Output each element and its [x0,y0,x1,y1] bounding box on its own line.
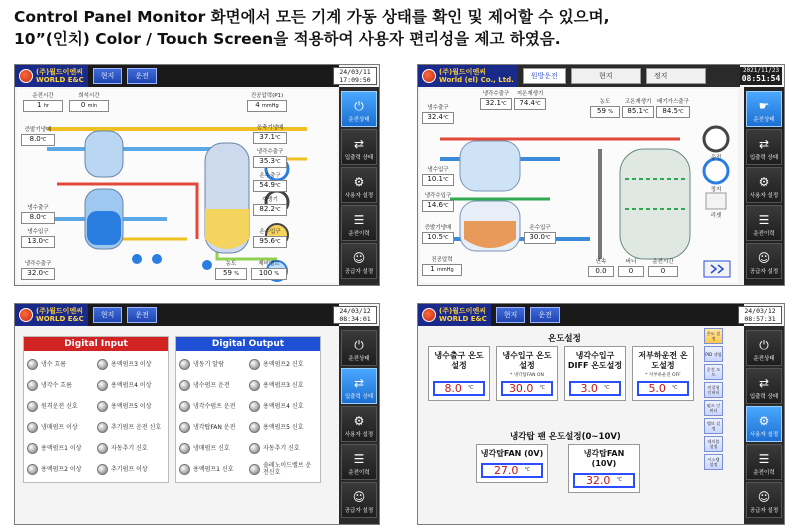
cool-in-readout: 냉각수입구 14.6℃ [422,193,454,212]
regen-readout: 재생기 82.2℃ [253,197,287,216]
digital-input-list [24,351,168,482]
sidebar-user-settings[interactable]: ⚙ 사용자 설정 [341,406,377,442]
panel-process-overview-a [14,64,380,286]
sidebar-run-history[interactable]: ☰ 운전이력 [341,205,377,241]
side-reset-label: 리셋 [710,213,722,219]
digital-input-label: 냉수 흐름 [41,360,67,368]
digital-input-item [27,396,95,416]
sidebar [744,326,784,524]
fan-settings-title: 냉각탑 팬 온도설정(0~10V) [510,432,621,442]
settings-menu-button[interactable]: 시스템 설정 [704,454,723,470]
cw-in-readout: 냉수입구 10.1℃ [422,167,454,186]
fan-input-0[interactable]: 27.0 ℃ [481,463,543,478]
status-lamp-icon [249,401,260,412]
brand-logo-icon [19,69,33,83]
digital-input-title: Digital Input [24,337,168,351]
swap-icon: ⇄ [758,137,770,151]
setting-input-0[interactable]: 8.0 ℃ [433,381,485,396]
panel-temperature-settings [417,303,785,525]
clock: 24/03/12 08:34:01 [333,306,377,324]
intro-line-1: Control Panel Monitor 화면에서 모든 기계 가동 상태를 확인 및 제어할 수 있으며, [14,8,610,26]
status-lamp-icon [27,359,38,370]
digital-output-item [249,354,317,374]
settings-menu-button[interactable]: 테이블 설정 [704,436,723,452]
status-lamp-icon [249,380,260,391]
digital-input-item [97,417,165,437]
digital-output-label: 자동추기 신호 [263,444,300,452]
sidebar-admin-settings[interactable]: ☺ 공급자 설정 [341,243,377,279]
sidebar-io-status[interactable]: ⇄ 입출력 상태 [341,368,377,404]
vacuum-readout: 진공압력 1 mmHg [422,257,462,276]
swap-icon: ⇄ [353,137,365,151]
status-lamp-icon [27,443,38,454]
panel-header [15,304,339,326]
list-icon: ☰ [758,452,770,466]
user-icon: ☺ [352,251,366,265]
valve-readout: 제어밸브 100 % [251,261,287,280]
digital-output-label: 냉각수펌프 운전 [193,402,236,410]
hot-in-readout: 온수입구 95.6℃ [253,229,287,248]
tab-current[interactable]: 현지 [93,68,123,84]
setting-card-1[interactable]: 냉수입구 온도설정 * 냉각탑FAN ON 30.0 ℃ [496,346,558,401]
process-piping [17,89,339,285]
digital-input-item [97,375,165,395]
sidebar-run-status[interactable]: ☛ 운전상태 [746,91,782,127]
digital-output-item [249,459,317,479]
status-lamp-icon [249,359,260,370]
digital-input-label: 용액펌프3 이상 [111,360,152,368]
status-lamp-icon [27,401,38,412]
tab-run[interactable]: 운전 [127,307,157,323]
sidebar-run-history[interactable]: ☰ 운전이력 [746,444,782,480]
status-lamp-icon [249,464,260,475]
status-lamp-icon [179,464,190,475]
status-lamp-icon [179,380,190,391]
digital-output-item [179,417,247,437]
brand-name: (주)월드이엔씨 [36,68,83,76]
status-lamp-icon [97,422,108,433]
settings-menu-button[interactable]: 밸브 설정 [704,418,723,434]
process-piping [420,89,740,285]
sidebar-admin-settings[interactable]: ☺ 공급자 설정 [746,482,782,518]
sidebar-user-settings[interactable]: ⚙ 사용자 설정 [341,167,377,203]
digital-input-label: 추기펌프 운전 신호 [111,423,162,431]
user-icon: ☺ [352,490,366,504]
status-lamp-icon [97,443,108,454]
sidebar-run-status[interactable]: ⏻ 운전상태 [341,330,377,366]
digital-output-label: 용액펌프4 신호 [263,402,304,410]
digital-input-label: 용액펌프4 이상 [111,381,152,389]
brand-logo-icon [19,308,33,322]
digital-input-item [27,438,95,458]
swap-icon: ⇄ [353,376,365,390]
setting-card-2[interactable]: 냉각수입구 DIFF 온도설정 3.0 ℃ [564,346,626,401]
digital-input-item [27,375,95,395]
settings-menu-button[interactable]: 펌프 인버터 [704,400,723,416]
digital-output-item [249,375,317,395]
brand-logo-icon [422,308,436,322]
digital-output-label: 냉각탑FAN 운전 [193,423,236,431]
digital-input-label: 자동추기 신호 [111,444,148,452]
status-lamp-icon [27,422,38,433]
digital-output-item [179,354,247,374]
sidebar [339,87,379,285]
digital-input-label: 용액펌프1 이상 [41,444,82,452]
digital-output-item [249,438,317,458]
setting-card-0[interactable]: 냉수출구 온도설정 8.0 ℃ [428,346,490,401]
status-lamp-icon [27,464,38,475]
digital-input-label: 용액펌프2 이상 [41,465,82,473]
user-icon: ☺ [757,490,771,504]
dilution-time-readout: 희석시간 0 min [69,93,109,112]
sidebar-user-settings[interactable]: ⚙ 사용자 설정 [746,406,782,442]
digital-output-label: 냉수펌프 운전 [193,381,230,389]
settings-menu-button[interactable]: PID 셋업 [704,346,723,362]
digital-output-item [249,417,317,437]
setting-input-1[interactable]: 30.0 ℃ [501,381,553,396]
digital-output-item [179,438,247,458]
evap-ref-readout: 증발기냉매 10.5℃ [422,225,454,244]
cw-out-readout: 냉수출구 8.0℃ [21,205,55,224]
status-lamp-icon [249,443,260,454]
sidebar-run-history[interactable]: ☰ 운전이력 [341,444,377,480]
digital-output-list [176,351,320,482]
panel-header [15,65,339,87]
sidebar-user-settings[interactable]: ⚙ 사용자 설정 [746,167,782,203]
digital-output-label: 솔레노이드밸브 운전신호 [263,462,312,476]
digital-output-label: 냉매펌프 신호 [193,444,230,452]
status-lamp-icon [179,422,190,433]
clock: 24/03/12 08:57:31 [738,306,782,324]
cw-in-readout: 냉수입구 13.0℃ [21,229,55,248]
status-lamp-icon [249,422,260,433]
tab-current[interactable]: 현지 [93,307,123,323]
fan-card-1[interactable]: 냉각탑FAN (10V) 32.0 ℃ [568,444,640,493]
brand-logo: (주)월드이엔씨 World (el) Co., Ltd. [418,65,518,87]
sidebar-io-status[interactable]: ⇄ 입출력 상태 [341,129,377,165]
panel-header [418,65,740,87]
status-lamp-icon [179,359,190,370]
sidebar [339,326,379,524]
sidebar-admin-settings[interactable]: ☺ 공급자 설정 [341,482,377,518]
digital-input-label: 냉각수 흐름 [41,381,72,389]
status-b2: 버너 0 [618,259,644,277]
tab-run[interactable]: 운전 [530,307,560,323]
digital-output-item [179,459,247,479]
digital-output-label: 냉동기 알람 [193,360,224,368]
panel-header [418,304,744,326]
status-b3: 운전시간 0 [648,259,678,277]
process-diagram [17,89,337,283]
status-lamp-icon [97,359,108,370]
digital-output-item [179,396,247,416]
power-icon: ⏻ [354,99,364,113]
setting-input-3[interactable]: 5.0 ℃ [637,381,689,396]
clock: 2021/11/23 08:51:54 [741,67,781,83]
cw-out-readout: 냉수출구 32.4℃ [422,105,454,124]
digital-input-item [97,354,165,374]
gear-icon: ⚙ [353,414,365,428]
cooling-tower-in-readout: 냉각수출구 32.1℃ [480,91,512,110]
hot-in-readout: 온수입구 30.0℃ [524,225,556,244]
brand-logo: (주)월드이엔씨 WORLD E&C [15,304,88,326]
fan-input-1[interactable]: 32.0 ℃ [573,473,635,488]
vacuum-readout: 진공압력(P1) 4 mmHg [247,93,287,112]
tab-remote[interactable]: 원방운전 [523,68,566,84]
user-icon: ☺ [757,251,771,265]
intro-text [14,6,794,50]
process-diagram [420,89,738,283]
digital-input-item [27,354,95,374]
fan-card-0[interactable]: 냉각탑FAN (0V) 27.0 ℃ [476,444,548,483]
settings-menu-button[interactable]: 연결형 인버터 [704,382,723,398]
sidebar-run-status[interactable]: ⏻ 운전상태 [341,91,377,127]
evap-temp-readout: 증발기냉매 8.0℃ [21,127,55,146]
digital-input-item [97,396,165,416]
clock: 24/03/11 17:09:50 [333,67,377,85]
digital-output-label: 용액펌프5 신호 [263,423,304,431]
power-icon: ⏻ [759,338,769,352]
digital-output-label: 용액펌프2 신호 [263,360,304,368]
exhaust-readout: 배기가스출구 84.5℃ [656,99,690,118]
tab-current[interactable]: 현지 [571,68,641,84]
sidebar-io-status[interactable]: ⇄ 입출력 상태 [746,129,782,165]
intro-line-2: 10”(인치) Color / Touch Screen을 적용하여 사용자 편리성을 제고 하였음. [14,30,561,48]
digital-input-label: 냉매펌프 이상 [41,423,78,431]
settings-side-menu [704,328,724,472]
side-run-label: 운전 [710,155,722,161]
status-lamp-icon [97,401,108,412]
status-lamp-icon [179,401,190,412]
hi-temp-gen-readout: 고온재생기 85.1℃ [622,99,654,118]
tab-run[interactable]: 운전 [127,68,157,84]
tab-current[interactable]: 현지 [496,307,526,323]
sidebar-admin-settings[interactable]: ☺ 공급자 설정 [746,243,782,279]
cool-out-readout: 냉각수출구 32.0℃ [21,261,55,280]
status-b1: 연속 0.0 [588,259,614,277]
temp-settings-title: 온도설정 [548,334,581,344]
digital-input-item [97,438,165,458]
digital-output-group [175,336,321,483]
swap-icon: ⇄ [758,376,770,390]
low-temp-gen-readout: 저온재생기 74.4℃ [514,91,546,110]
status-lamp-icon [27,380,38,391]
flow-readout: 농도 59 % [215,261,247,280]
brand-sub: WORLD E&C [36,76,84,84]
digital-output-item [249,396,317,416]
list-icon: ☰ [758,213,770,227]
digital-input-item [27,417,95,437]
panel-digital-io [14,303,380,525]
status-lamp-icon [97,380,108,391]
gear-icon: ⚙ [758,175,770,189]
sidebar-run-status[interactable]: ⏻ 운전상태 [746,330,782,366]
conc-readout: 농도 59 % [590,99,620,118]
sidebar-io-status[interactable]: ⇄ 입출력 상태 [746,368,782,404]
brand-logo: (주)월드이엔씨 WORLD E&C [418,304,491,326]
setting-card-3[interactable]: 저부하운전 온도설정 * 저부하운전 OFF 5.0 ℃ [632,346,694,401]
digital-input-label: 추기펌프 이상 [111,465,148,473]
brand-logo [15,65,88,87]
digital-input-item [27,459,95,479]
list-icon: ☰ [353,452,365,466]
power-icon: ⏻ [354,338,364,352]
digital-input-group [23,336,169,483]
sidebar-run-history[interactable]: ☰ 운전이력 [746,205,782,241]
hand-pointer-icon: ☛ [758,99,770,113]
digital-input-label: 원격운전 신호 [41,402,78,410]
gen-temp-readout: 응축기냉매 37.1℃ [253,125,287,144]
tab-stop[interactable]: 정지 [646,68,706,84]
panel-process-overview-b [417,64,785,286]
digital-input-label: 용액펌프5 이상 [111,402,152,410]
setting-input-2[interactable]: 3.0 ℃ [569,381,621,396]
settings-menu-button[interactable]: 운전 모드 [704,364,723,380]
digital-input-item [97,459,165,479]
status-lamp-icon [97,464,108,475]
hot-out-readout: 온수출구 54.9℃ [253,173,287,192]
side-stop-label: 정지 [710,187,722,193]
sidebar [744,87,784,285]
run-time-readout: 운전시간 1 hr [23,93,63,112]
digital-output-label: 용액펌프3 신호 [263,381,304,389]
brand-logo-icon [422,69,436,83]
gear-icon: ⚙ [353,175,365,189]
status-lamp-icon [179,443,190,454]
list-icon: ☰ [353,213,365,227]
digital-output-item [179,375,247,395]
digital-output-title: Digital Output [176,337,320,351]
cool-in-readout: 냉각수출구 35.3℃ [253,149,287,168]
settings-menu-button[interactable]: 온도 설정 [704,328,723,344]
gear-icon: ⚙ [758,414,770,428]
digital-output-label: 용액펌프1 신호 [193,465,234,473]
